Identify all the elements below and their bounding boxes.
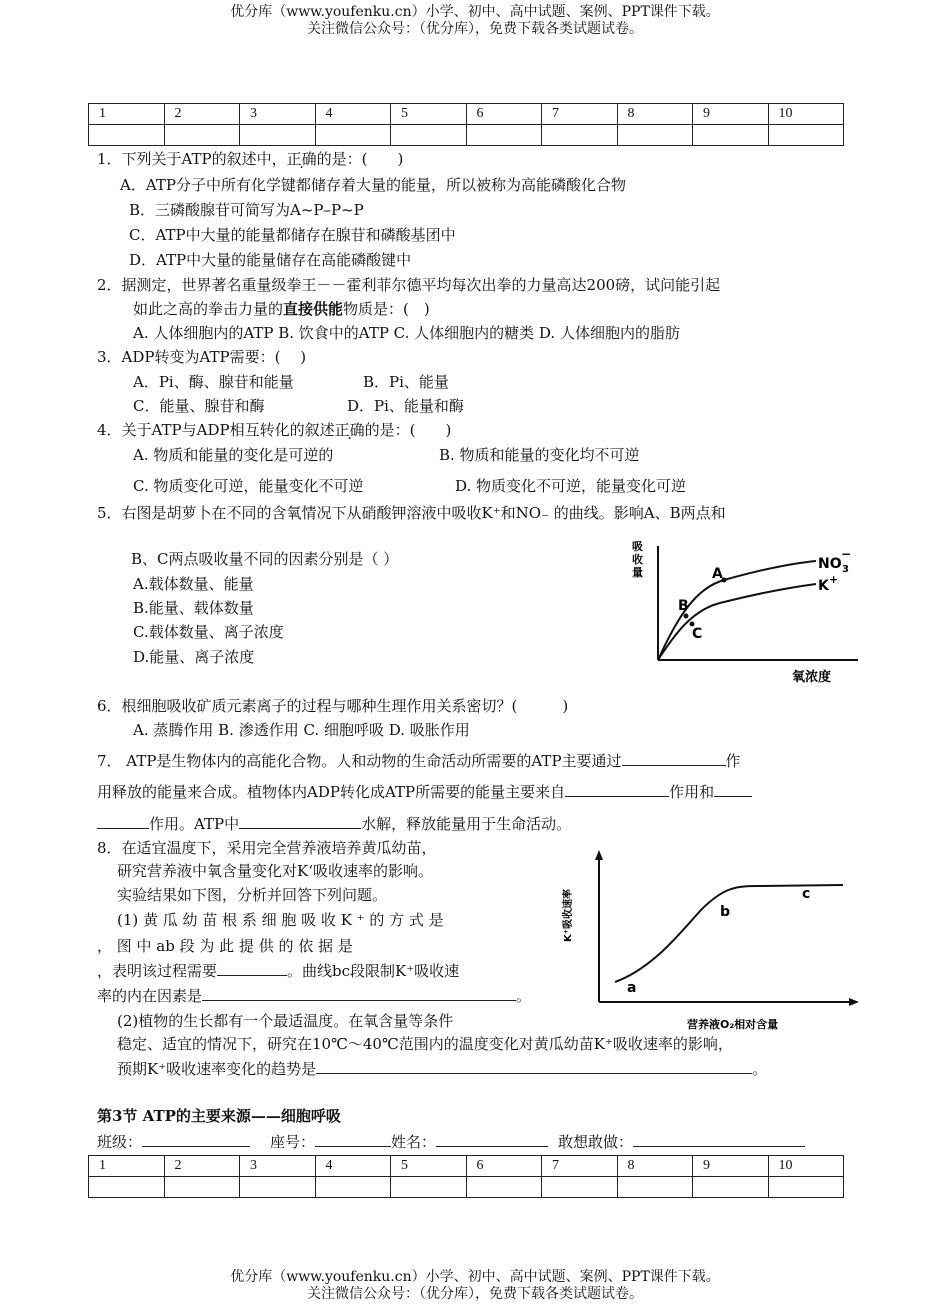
question-5-figure <box>626 536 864 686</box>
question-8-line10: 预期K⁺吸收速率变化的趋势是 。 <box>117 1060 768 1078</box>
answer-blank-cell[interactable] <box>466 125 542 146</box>
question-1-option-d: D．ATP中大量的能量储存在高能磷酸键中 <box>129 251 412 269</box>
question-5-option-b: B.能量、载体数量 <box>133 599 254 617</box>
q5-label-b: B <box>678 598 689 614</box>
q5-curve-k-label: K <box>818 578 829 594</box>
answer-table <box>88 103 844 146</box>
question-3-stem: 3．ADP转变为ATP需要：( ) <box>97 348 307 366</box>
answer-number-cell: 3 <box>240 104 316 125</box>
q5-curve-k <box>658 584 816 660</box>
section-title: 第3节 ATP的主要来源——细胞呼吸 <box>97 1107 341 1125</box>
answer-number-cell: 1 <box>89 1156 165 1177</box>
student-info-row: 班级： 座号： 姓名： 敢想敢做： <box>97 1132 805 1152</box>
question-7-line1: 7． ATP是生物体内的高能化合物。人和动物的生命活动所需要的ATP主要通过 作 <box>97 752 741 770</box>
answer-blank-cell[interactable] <box>693 1177 769 1198</box>
question-2-options: A. 人体细胞内的ATP B. 饮食中的ATP C. 人体细胞内的糖类 D. 人体细胞内的脂肪 <box>133 324 680 342</box>
q5-ylabel-3: 量 <box>632 566 643 579</box>
answer-blank-cell[interactable] <box>391 1177 467 1198</box>
question-5-stem-line2: B、C两点吸收量不同的因素分别是（ ） <box>131 550 399 568</box>
question-4-stem: 4．关于ATP与ADP相互转化的叙述正确的是：( ) <box>97 421 452 439</box>
question-2-stem-line1: 2．据测定，世界著名重量级拳王－－霍利菲尔德平均每次出拳的力量高达200磅，试问能引起 <box>97 276 721 294</box>
q8-label-a: a <box>627 980 637 996</box>
answer-number-cell: 4 <box>315 104 391 125</box>
q5-ylabel-1: 吸 <box>632 540 643 553</box>
answer-blank-cell[interactable] <box>693 125 769 146</box>
q8-ylabel: K⁺吸收速率 <box>563 888 574 942</box>
question-8-line7: 率的内在因素是 。 <box>97 987 532 1005</box>
answer-blank-cell[interactable] <box>466 1177 542 1198</box>
answer-number-cell: 9 <box>693 1156 769 1177</box>
answer-blank-cell[interactable] <box>240 125 316 146</box>
question-4-option-b: B. 物质和能量的变化均不可逆 <box>439 446 640 464</box>
q5-label-a: A <box>712 566 723 582</box>
answer-number-cell: 1 <box>89 104 165 125</box>
question-5-option-c: C.载体数量、离子浓度 <box>133 623 284 641</box>
answer-number-cell: 7 <box>542 104 618 125</box>
question-1-option-c: C．ATP中大量的能量都储存在腺苷和磷酸基团中 <box>129 226 456 244</box>
answer-blank-cell[interactable] <box>164 125 240 146</box>
question-7-line2: 用释放的能量来合成。植物体内ADP转化成ATP所需要的能量主要来自 作用和 <box>97 782 752 802</box>
q5-label-c: C <box>692 626 703 642</box>
answer-blank-cell[interactable] <box>768 1177 844 1198</box>
answer-blank-cell[interactable] <box>391 125 467 146</box>
answer-blank-cell[interactable] <box>617 125 693 146</box>
answer-number-cell: 10 <box>768 104 844 125</box>
q5-ylabel-2: 收 <box>632 553 643 566</box>
answer-table-2-number-row <box>89 1156 844 1177</box>
q8-label-c: c <box>802 886 811 902</box>
question-3-option-a: A．Pi、酶、腺苷和能量 <box>133 373 294 391</box>
q8-x-arrow <box>849 998 859 1006</box>
answer-blank-cell[interactable] <box>768 125 844 146</box>
answer-table-number-row <box>89 104 844 125</box>
answer-number-cell: 2 <box>164 1156 240 1177</box>
question-6-stem: 6．根细胞吸收矿质元素离子的过程与哪种生理作用关系密切？( ) <box>97 697 569 715</box>
answer-blank-cell[interactable] <box>542 125 618 146</box>
answer-number-cell: 7 <box>542 1156 618 1177</box>
answer-number-cell: 4 <box>315 1156 391 1177</box>
question-2-stem-line2: 如此之高的拳击力量的直接供能物质是：( ) <box>133 300 430 318</box>
answer-table-2 <box>88 1155 844 1198</box>
question-3-option-d: D．Pi、能量和酶 <box>347 397 464 415</box>
question-8-line4: (1) 黄 瓜 幼 苗 根 系 细 胞 吸 收 K ⁺ 的 方 式 是 <box>117 911 444 929</box>
question-6-options: A. 蒸腾作用 B. 渗透作用 C. 细胞呼吸 D. 吸胀作用 <box>133 721 470 739</box>
q8-y-arrow <box>595 850 603 860</box>
answer-number-cell: 5 <box>391 104 467 125</box>
answer-blank-cell[interactable] <box>89 125 165 146</box>
question-1-option-b: B．三磷酸腺苷可简写为A~P–P~P <box>129 201 364 219</box>
answer-table-blank-row <box>89 125 844 146</box>
answer-blank-cell[interactable] <box>542 1177 618 1198</box>
question-8-line5: ， 图 中 ab 段 为 此 提 供 的 依 据 是 <box>97 937 353 955</box>
question-8-line1: 8．在适宜温度下，采用完全营养液培养黄瓜幼苗， <box>97 839 437 857</box>
footer-line-1: 优分库（www.youfenku.cn）小学、初中、高中试题、案例、PPT课件下载。 <box>230 1269 720 1285</box>
question-8-figure <box>553 850 863 1030</box>
answer-blank-cell[interactable] <box>617 1177 693 1198</box>
question-5-option-d: D.能量、离子浓度 <box>133 648 255 666</box>
question-7-line3: 作用。ATP中 水解，释放能量用于生命活动。 <box>97 814 571 834</box>
question-8-line3: 实验结果如下图，分析并回答下列问题。 <box>117 886 388 904</box>
question-8-line2: 研究营养液中氧含量变化对K‘吸收速率的影响。 <box>117 862 433 880</box>
header-line-2: 关注微信公众号：（优分库），免费下载各类试题试卷。 <box>307 21 643 37</box>
question-4-option-c: C. 物质变化可逆，能量变化不可逆 <box>133 477 364 495</box>
answer-blank-cell[interactable] <box>164 1177 240 1198</box>
answer-blank-cell[interactable] <box>240 1177 316 1198</box>
q5-xlabel: 氧浓度 <box>792 670 832 685</box>
question-8-line9: 稳定、适宜的情况下，研究在10℃～40℃范围内的温度变化对黄瓜幼苗K⁺吸收速率的影响， <box>117 1035 733 1053</box>
question-5-option-a: A.载体数量、能量 <box>133 575 254 593</box>
q8-label-b: b <box>720 904 731 920</box>
answer-number-cell: 6 <box>466 1156 542 1177</box>
question-8-line6: ，表明该过程需要 。曲线bc段限制K⁺吸收速 <box>97 962 460 980</box>
q5-point-b <box>684 614 689 619</box>
q5-curve-no3-sup: − <box>841 547 852 561</box>
footer-line-2: 关注微信公众号：（优分库），免费下载各类试题试卷。 <box>307 1286 643 1302</box>
answer-table-2-blank-row <box>89 1177 844 1198</box>
q8-xlabel: 营养液O₂相对含量 <box>687 1018 779 1030</box>
q5-curve-no3-label: NO <box>818 556 842 572</box>
answer-number-cell: 6 <box>466 104 542 125</box>
question-1-stem: 1．下列关于ATP的叙述中，正确的是：( ) <box>97 150 404 168</box>
question-4-option-a: A. 物质和能量的变化是可逆的 <box>133 446 334 464</box>
answer-number-cell: 9 <box>693 104 769 125</box>
answer-blank-cell[interactable] <box>89 1177 165 1198</box>
answer-blank-cell[interactable] <box>315 125 391 146</box>
question-3-option-b: B．Pi、能量 <box>363 373 449 391</box>
answer-blank-cell[interactable] <box>315 1177 391 1198</box>
answer-number-cell: 8 <box>617 104 693 125</box>
answer-number-cell: 3 <box>240 1156 316 1177</box>
question-4-option-d: D. 物质变化不可逆，能量变化可逆 <box>455 477 687 495</box>
question-5-stem: 5．右图是胡萝卜在不同的含氧情况下从硝酸钾溶液中吸收K⁺和NO₋ 的曲线。影响A、B两点和 <box>97 504 726 522</box>
answer-number-cell: 2 <box>164 104 240 125</box>
answer-number-cell: 5 <box>391 1156 467 1177</box>
q5-curve-no3-sub: 3 <box>842 564 849 575</box>
q5-curve-k-sup: + <box>829 573 839 586</box>
answer-number-cell: 8 <box>617 1156 693 1177</box>
question-1-option-a: A．ATP分子中所有化学键都储存着大量的能量，所以被称为高能磷酸化合物 <box>120 176 626 194</box>
question-3-option-c: C．能量、腺苷和酶 <box>133 397 265 415</box>
question-8-line8: (2)植物的生长都有一个最适温度。在氧含量等条件 <box>117 1012 454 1030</box>
header-line-1: 优分库（www.youfenku.cn）小学、初中、高中试题、案例、PPT课件下载。 <box>230 4 720 20</box>
answer-number-cell: 10 <box>768 1156 844 1177</box>
